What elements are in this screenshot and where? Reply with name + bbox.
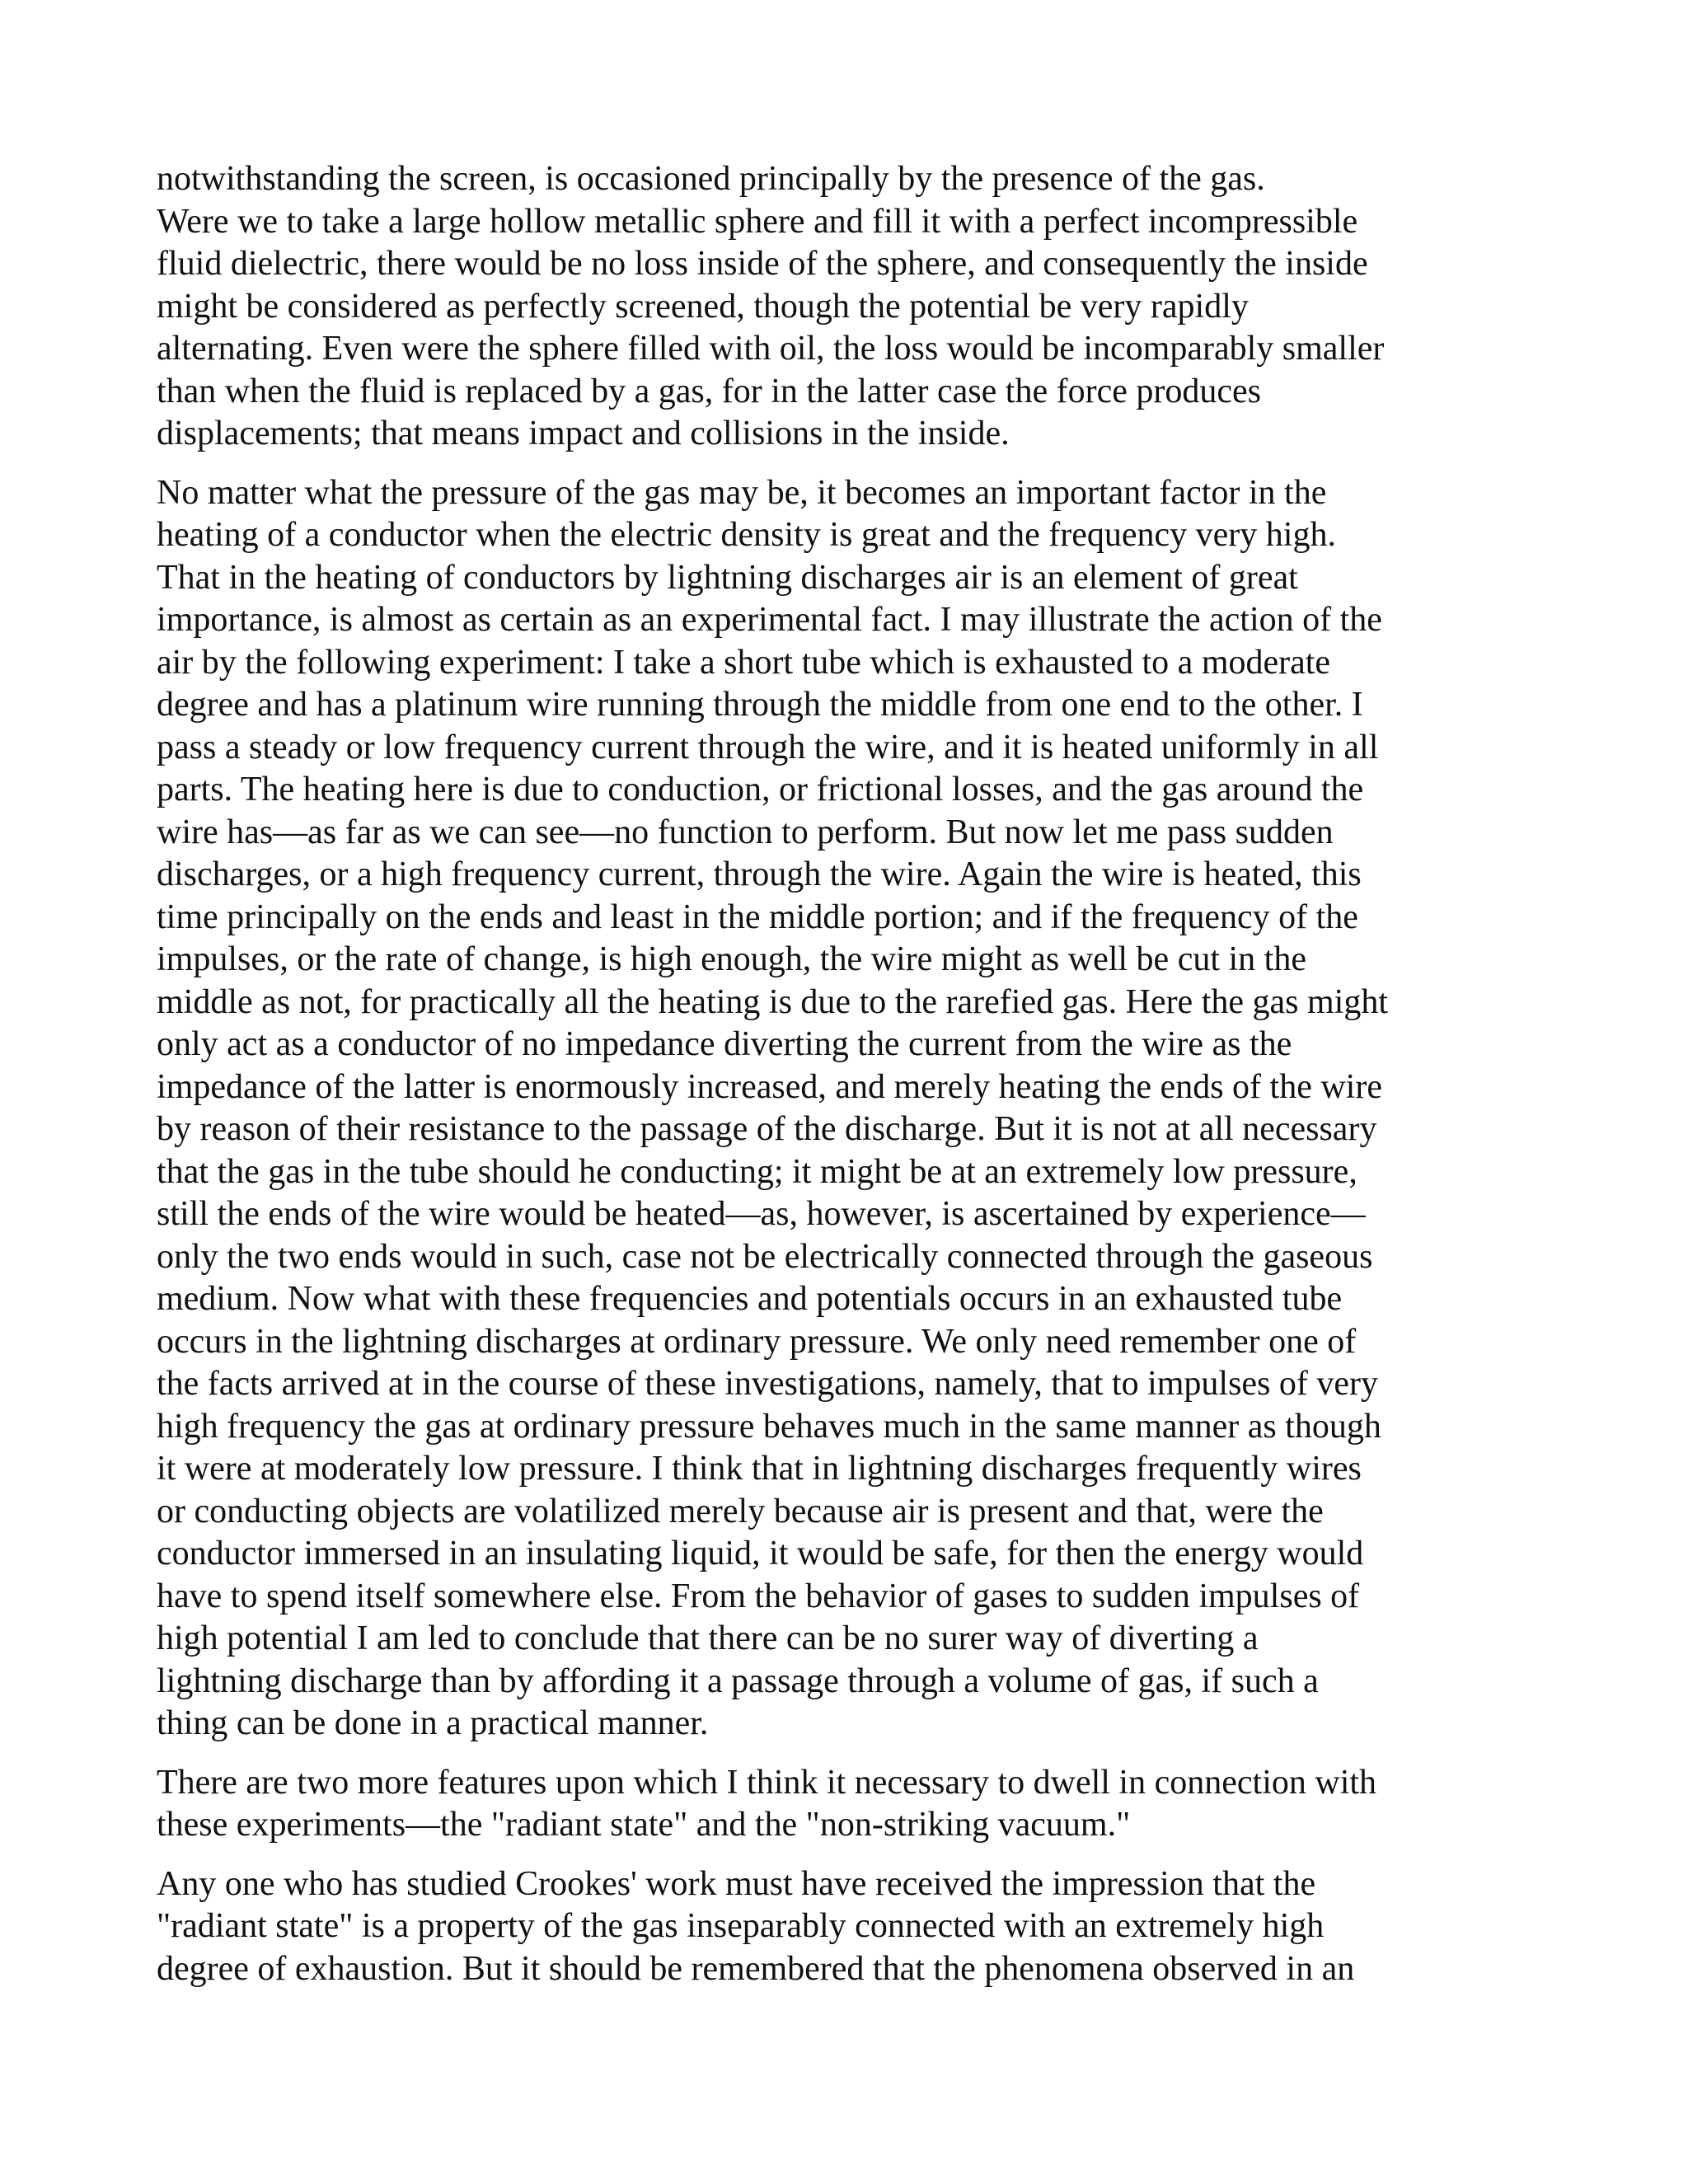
document-page — [157, 158, 1533, 2007]
paragraph-4: Any one who has studied Crookes' work must have received the impression that the "radiant state" is a property of the gas inseparably connected with an extremely high degree of exhaustion. But it should be remembered that the phenomena observed in an — [157, 1864, 1355, 1988]
paragraph-2: No matter what the pressure of the gas may be, it becomes an important factor in the heating of a conductor when the electric density is great and the frequency very high. That in the heating of conductors by lightning discharges air is an element of great importance, is almost as certain as an experimental fact. I may illustrate the action of the air by the following experiment: I take a short tube which is exhausted to a moderate degree and has a platinum wire running through the middle from one end to the other. I pass a steady or low frequency current through the wire, and it is heated uniformly in all parts. The heating here is due to conduction, or frictional losses, and the gas around the wire has—as far as we can see—no function to perform. But now let me pass sudden discharges, or a high frequency current, through the wire. Again the wire is heated, this time principally on the ends and least in the middle portion; and if the frequency of the impulses, or the rate of change, is high enough, the wire might as well be cut in the middle as not, for practically all the heating is due to the rarefied gas. Here the gas might only act as a conductor of no impedance diverting the current from the wire as the impedance of the latter is enormously increased, and merely heating the ends of the wire by reason of their resistance to the passage of the discharge. But it is not at all necessary that the gas in the tube should he conducting; it might be at an extremely low pressure, still the ends of the wire would be heated—as, however, is ascertained by experience— only the two ends would in such, case not be electrically connected through the gaseous medium. Now what with these frequencies and potentials occurs in an exhausted tube occurs in the lightning discharges at ordinary pressure. We only need remember one of the facts arrived at in the course of these investigations, namely, that to impulses of very high frequency the gas at ordinary pressure behaves much in the same manner as though it were at moderately low pressure. I think that in lightning discharges frequently wires or conducting objects are volatilized merely because air is present and that, were the conductor immersed in an insulating liquid, it would be safe, for then the energy would have to spend itself somewhere else. From the behavior of gases to sudden impulses of high potential I am led to conclude that there can be no surer way of diverting a lightning discharge than by affording it a passage through a volume of gas, if such a thing can be done in a practical manner. — [157, 473, 1388, 1742]
paragraph-1: notwithstanding the screen, is occasioned principally by the presence of the gas. Were we to take a large hollow metallic sphere and fill it with a perfect incompressible fluid dielectric, there would be no loss inside of the sphere, and consequently the inside might be considered as perfectly screened, though the potential be very rapidly alternating. Even were the sphere filled with oil, the loss would be incomparably smaller than when the fluid is replaced by a gas, for in the latter case the force produces displacements; that means impact and collisions in the inside. — [157, 160, 1385, 452]
paragraph-3: There are two more features upon which I think it necessary to dwell in connection with these experiments—the "radiant state" and the "non-striking vacuum." — [157, 1763, 1377, 1844]
